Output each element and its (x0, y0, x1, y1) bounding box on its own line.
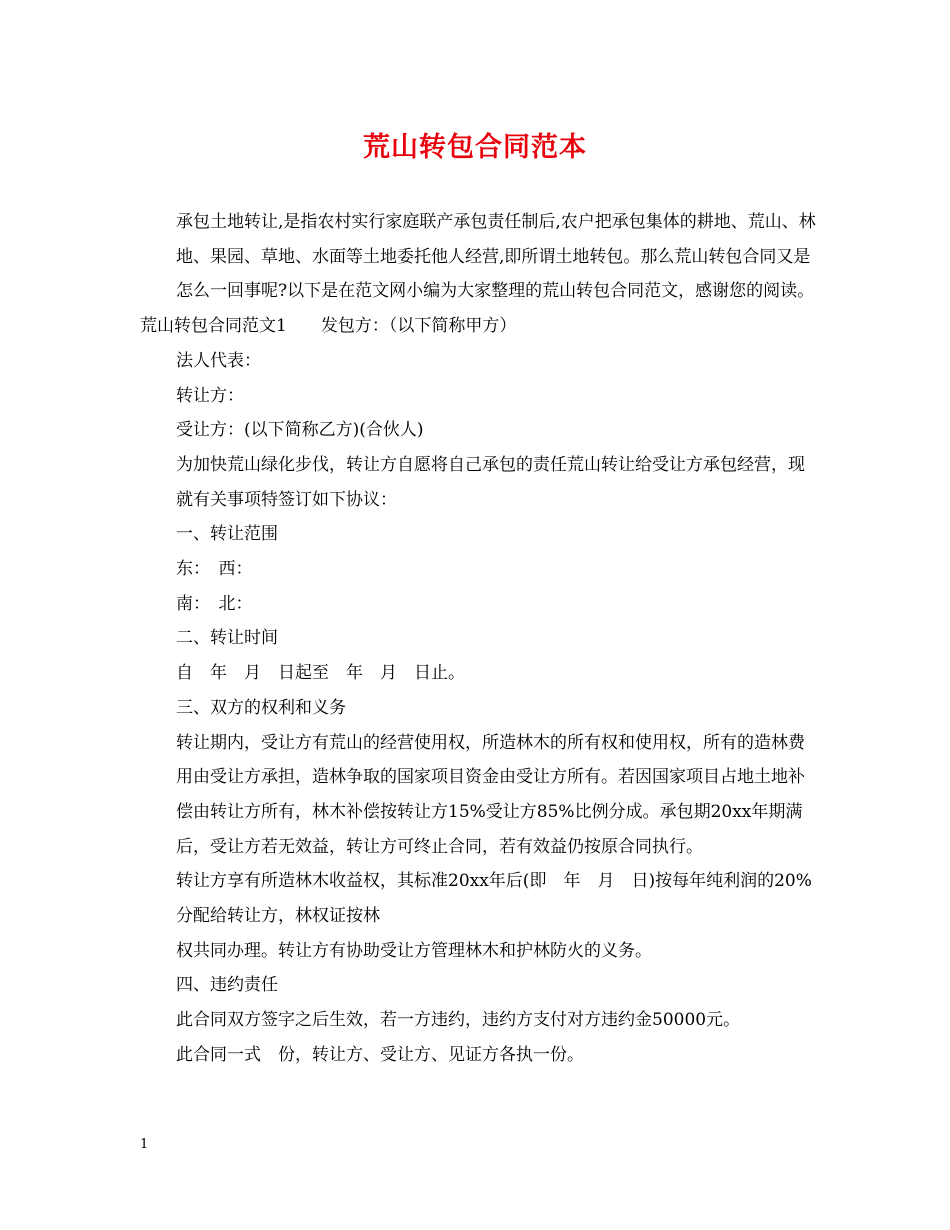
boundary-south-north: 南： 北： (176, 593, 253, 614)
profit-paragraph: 转让方享有所造林木收益权，其标准20xx年后(即 年 月 日)按每年纯利润的20%分配给转让方，林权证按林 (176, 871, 812, 927)
section-heading-time: 二、转让时间 (176, 628, 278, 649)
document-title: 荒山转包合同范本 (363, 132, 587, 163)
transferor-line: 转让方： (176, 385, 244, 406)
intro-paragraph: 承包土地转让,是指农村实行家庭联产承包责任制后,农户把承包集体的耕地、荒山、林地、果园、草地、水面等土地委托他人经营,即所谓土地转包。那么荒山转包合同又是怎么一回事呢?以下是在范文网小编为大家整理的荒山转包合同范文，感谢您的阅读。 (176, 212, 816, 302)
rights-paragraph: 转让期内，受让方有荒山的经营使用权，所造林木的所有权和使用权，所有的造林费用由受让方承担，造林争取的国家项目资金由受让方所有。若因国家项目占地土地补偿由转让方所有，林木补偿按转让方15%受让方85%比例分成。承包期20xx年期满后，受让方若无效益，转让方可终止合同，若有效益仍按原合同执行。 (176, 732, 805, 857)
document-body (140, 205, 820, 1073)
section-heading-scope: 一、转让范围 (176, 524, 278, 545)
section-heading-rights: 三、双方的权利和义务 (176, 697, 346, 718)
liability-paragraph: 此合同双方签字之后生效，若一方违约，违约方支付对方违约金50000元。 (176, 1010, 741, 1031)
section-heading-liability: 四、违约责任 (176, 975, 278, 996)
time-period-line: 自 年 月 日起至 年 月 日止。 (176, 663, 465, 684)
page-number: 1 (140, 1137, 149, 1152)
boundary-east-west: 东： 西： (176, 559, 253, 580)
legal-representative-line: 法人代表： (176, 350, 261, 371)
contract-heading-line: 荒山转包合同范文1 发包方：（以下简称甲方） (140, 316, 517, 337)
purpose-paragraph: 为加快荒山绿化步伐，转让方自愿将自己承包的责任荒山转让给受让方承包经营，现就有关事项特签订如下协议： (176, 454, 805, 510)
cooperation-paragraph: 权共同办理。转让方有协助受让方管理林木和护林防火的义务。 (176, 940, 652, 961)
copies-paragraph: 此合同一式 份，转让方、受让方、见证方各执一份。 (176, 1044, 584, 1065)
transferee-line: 受让方：(以下简称乙方)(合伙人) (176, 420, 424, 441)
